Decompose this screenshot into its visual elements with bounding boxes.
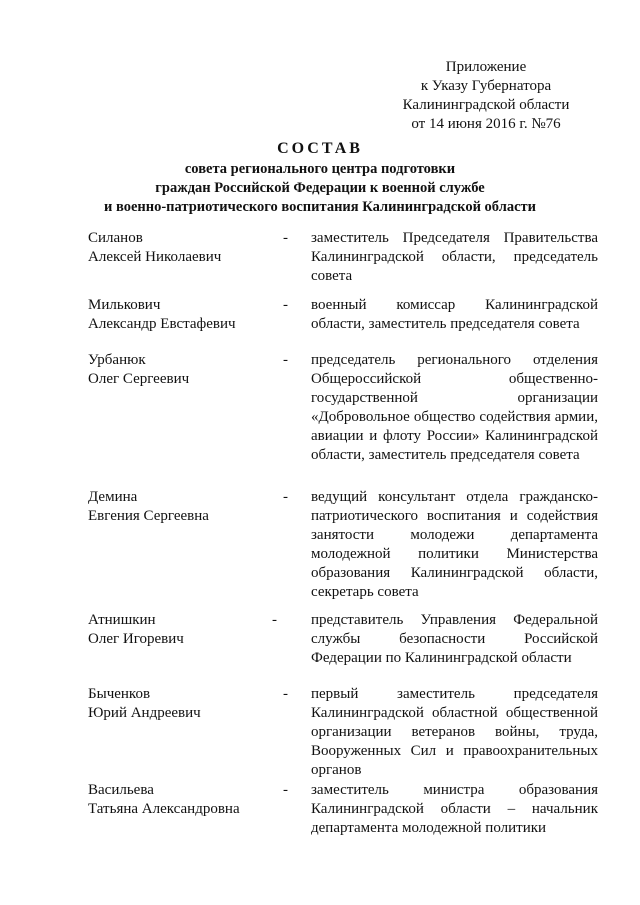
member-role: первый заместитель председателя Калининградской областной общественной организации ветеранов войны, труда, Вооруженных Сил и правоохранительных органов xyxy=(311,686,598,778)
heading-line-2: граждан Российской Федерации к военной службе xyxy=(155,180,485,196)
member-separator: - xyxy=(283,230,288,246)
member-separator: - xyxy=(283,489,288,505)
member-name xyxy=(88,296,268,334)
member-given-name: Алексей Николаевич xyxy=(88,249,222,265)
appendix-line-2: к Указу Губернатора xyxy=(420,78,552,94)
appendix-line-3: Калининградской области xyxy=(402,97,570,113)
member-role: заместитель министра образования Калининградской области – начальник департамента молодежной политики xyxy=(311,782,598,836)
member-separator: - xyxy=(272,612,277,628)
member-separator: - xyxy=(283,352,288,368)
appendix-block xyxy=(376,58,596,134)
member-separator: - xyxy=(283,782,288,798)
member-role: военный комиссар Калининградской области, заместитель председателя совета xyxy=(311,297,598,332)
member-role: представитель Управления Федеральной службы безопасности Российской Федерации по Калининградской области xyxy=(311,612,598,666)
document-heading xyxy=(0,138,640,217)
member-given-name: Юрий Андреевич xyxy=(88,705,201,721)
member-surname: Силанов xyxy=(88,230,143,246)
member-name xyxy=(88,685,268,723)
member-given-name: Александр Евстафевич xyxy=(88,316,236,332)
member-name xyxy=(88,229,268,267)
member-surname: Урбанюк xyxy=(88,352,146,368)
member-surname: Васильева xyxy=(88,782,154,798)
member-role: председатель регионального отделения Общероссийской общественно-государственной организации «Добровольное общество содействия армии, авиации и флоту России» Калининградской области, заместитель председателя совета xyxy=(311,352,598,463)
appendix-line-4: от 14 июня 2016 г. №76 xyxy=(411,116,561,132)
member-name xyxy=(88,781,268,819)
member-role: заместитель Председателя Правительства Калининградской области, председатель совета xyxy=(311,230,598,284)
member-given-name: Евгения Сергеевна xyxy=(88,508,209,524)
member-role: ведущий консультант отдела гражданско-патриотического воспитания и содействия занятости молодежи департамента молодежной политики Министерства образования Калининградской области, секретарь совета xyxy=(311,489,598,600)
member-name xyxy=(88,488,268,526)
member-surname: Быченков xyxy=(88,686,151,702)
member-given-name: Олег Сергеевич xyxy=(88,371,190,387)
member-given-name: Олег Игоревич xyxy=(88,631,184,647)
member-surname: Милькович xyxy=(88,297,161,313)
heading-line-3: и военно-патриотического воспитания Калининградской области xyxy=(103,199,536,215)
heading-line-1: совета регионального центра подготовки xyxy=(184,161,456,177)
member-name xyxy=(88,611,268,649)
member-surname: Атнишкин xyxy=(88,612,156,628)
document-title: СОСТАВ xyxy=(277,140,363,157)
member-given-name: Татьяна Александровна xyxy=(88,801,240,817)
member-separator: - xyxy=(283,686,288,702)
member-separator: - xyxy=(283,297,288,313)
member-surname: Демина xyxy=(88,489,138,505)
appendix-line-1: Приложение xyxy=(445,59,527,75)
member-name xyxy=(88,351,268,389)
